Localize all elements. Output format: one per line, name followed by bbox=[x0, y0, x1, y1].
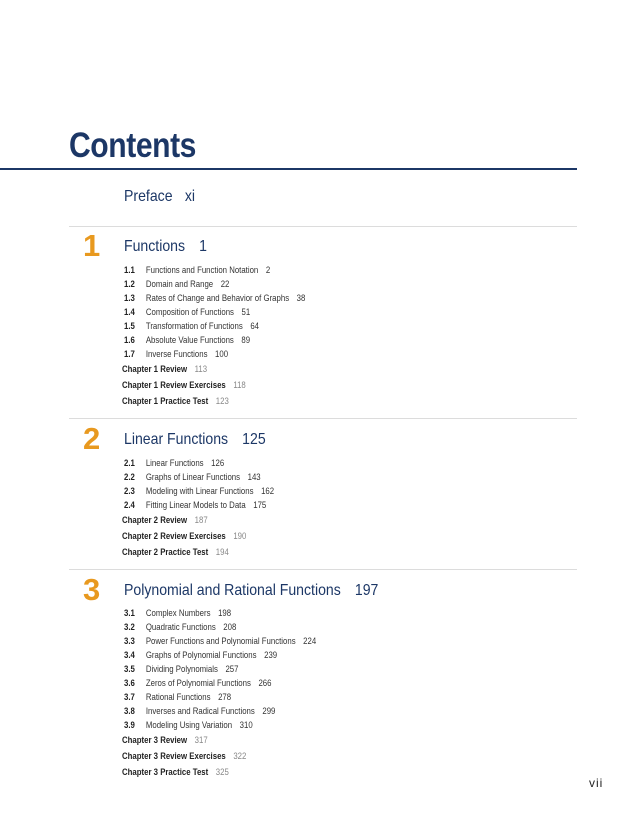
section-number: 2.1 bbox=[124, 458, 135, 468]
section-label: Fitting Linear Models to Data bbox=[145, 500, 246, 510]
section-page: 22 bbox=[220, 279, 230, 289]
section-page: 299 bbox=[262, 706, 276, 716]
review-label: Chapter 3 Review bbox=[122, 735, 188, 745]
section-label: Complex Numbers bbox=[145, 608, 211, 618]
section-number: 3.3 bbox=[124, 636, 135, 646]
review-label: Chapter 2 Review Exercises bbox=[122, 531, 226, 541]
review-entry[interactable] bbox=[122, 377, 305, 393]
section-page: 224 bbox=[303, 636, 317, 646]
section-entry[interactable] bbox=[124, 704, 316, 718]
section-entry[interactable] bbox=[124, 319, 305, 333]
section-page: 208 bbox=[223, 622, 237, 632]
section-number: 3.9 bbox=[124, 720, 135, 730]
review-page: 325 bbox=[215, 767, 229, 777]
section-label: Inverse Functions bbox=[145, 349, 208, 359]
section-number: 3.2 bbox=[124, 622, 135, 632]
section-number: 3.5 bbox=[124, 664, 135, 674]
section-label: Graphs of Linear Functions bbox=[145, 472, 241, 482]
section-label: Composition of Functions bbox=[145, 307, 234, 317]
chapter-title-text: Polynomial and Rational Functions bbox=[124, 582, 341, 599]
chapter-3-number: 3 bbox=[83, 572, 101, 607]
chapter-page: 125 bbox=[242, 431, 266, 448]
divider bbox=[69, 226, 577, 227]
review-label: Chapter 3 Practice Test bbox=[122, 767, 209, 777]
section-label: Rates of Change and Behavior of Graphs bbox=[145, 293, 290, 303]
section-label: Graphs of Polynomial Functions bbox=[145, 650, 257, 660]
section-page: 257 bbox=[225, 664, 239, 674]
section-page: 198 bbox=[218, 608, 232, 618]
chapter-2-title[interactable] bbox=[124, 430, 266, 450]
chapter-title-text: Functions bbox=[124, 238, 186, 255]
section-entry[interactable] bbox=[124, 606, 316, 620]
review-label: Chapter 1 Review bbox=[122, 364, 188, 374]
review-entry[interactable] bbox=[122, 512, 274, 528]
section-number: 2.2 bbox=[124, 472, 135, 482]
section-label: Rational Functions bbox=[145, 692, 211, 702]
review-entry[interactable] bbox=[122, 748, 316, 764]
section-label: Modeling with Linear Functions bbox=[145, 486, 254, 496]
section-page: 143 bbox=[247, 472, 261, 482]
section-number: 2.3 bbox=[124, 486, 135, 496]
section-label: Absolute Value Functions bbox=[145, 335, 234, 345]
section-entry[interactable] bbox=[124, 347, 305, 361]
preface-entry[interactable] bbox=[124, 188, 195, 206]
section-label: Functions and Function Notation bbox=[145, 265, 259, 275]
section-entry[interactable] bbox=[124, 291, 305, 305]
review-page: 187 bbox=[194, 515, 208, 525]
review-page: 322 bbox=[233, 751, 247, 761]
preface-label: Preface bbox=[124, 188, 173, 205]
section-number: 3.1 bbox=[124, 608, 135, 618]
review-entry[interactable] bbox=[122, 528, 274, 544]
section-number: 1.5 bbox=[124, 321, 135, 331]
chapter-page: 197 bbox=[354, 582, 379, 599]
section-page: 51 bbox=[241, 307, 251, 317]
section-page: 239 bbox=[264, 650, 278, 660]
section-number: 1.4 bbox=[124, 307, 135, 317]
section-entry[interactable] bbox=[124, 456, 274, 470]
section-entry[interactable] bbox=[124, 690, 316, 704]
section-page: 89 bbox=[241, 335, 251, 345]
section-entry[interactable] bbox=[124, 470, 274, 484]
section-entry[interactable] bbox=[124, 305, 305, 319]
section-number: 3.6 bbox=[124, 678, 135, 688]
section-entry[interactable] bbox=[124, 634, 316, 648]
section-page: 2 bbox=[265, 265, 271, 275]
section-page: 266 bbox=[258, 678, 272, 688]
section-label: Power Functions and Polynomial Functions bbox=[145, 636, 296, 646]
section-page: 278 bbox=[218, 692, 232, 702]
review-label: Chapter 2 Review bbox=[122, 515, 188, 525]
section-label: Domain and Range bbox=[145, 279, 214, 289]
section-label: Transformation of Functions bbox=[145, 321, 243, 331]
review-page: 118 bbox=[233, 380, 246, 390]
section-number: 1.1 bbox=[124, 265, 135, 275]
section-entry[interactable] bbox=[124, 620, 316, 634]
section-page: 175 bbox=[253, 500, 267, 510]
section-number: 1.6 bbox=[124, 335, 135, 345]
divider bbox=[69, 569, 577, 570]
review-entry[interactable] bbox=[122, 393, 305, 409]
page-number: vii bbox=[589, 776, 604, 790]
title-rule bbox=[0, 168, 577, 170]
review-entry[interactable] bbox=[122, 732, 316, 748]
chapter-3-title[interactable] bbox=[124, 581, 378, 601]
divider bbox=[69, 418, 577, 419]
chapter-1-title[interactable] bbox=[124, 237, 207, 257]
chapter-2-sections bbox=[124, 456, 303, 560]
section-entry[interactable] bbox=[124, 648, 316, 662]
section-label: Dividing Polynomials bbox=[145, 664, 218, 674]
review-page: 123 bbox=[215, 396, 229, 406]
section-entry[interactable] bbox=[124, 662, 316, 676]
chapter-title-text: Linear Functions bbox=[124, 431, 229, 448]
review-page: 190 bbox=[233, 531, 247, 541]
section-entry[interactable] bbox=[124, 718, 316, 732]
section-entry[interactable] bbox=[124, 676, 316, 690]
section-number: 1.2 bbox=[124, 279, 135, 289]
section-number: 1.7 bbox=[124, 349, 135, 359]
section-number: 1.3 bbox=[124, 293, 135, 303]
section-number: 2.4 bbox=[124, 500, 135, 510]
chapter-3-sections bbox=[124, 606, 353, 780]
section-page: 64 bbox=[250, 321, 260, 331]
section-page: 100 bbox=[215, 349, 229, 359]
section-entry[interactable] bbox=[124, 498, 274, 512]
section-page: 310 bbox=[239, 720, 253, 730]
section-label: Modeling Using Variation bbox=[145, 720, 233, 730]
section-entry[interactable] bbox=[124, 277, 305, 291]
chapter-page: 1 bbox=[199, 238, 207, 255]
section-entry[interactable] bbox=[124, 263, 305, 277]
section-entry[interactable] bbox=[124, 484, 274, 498]
review-entry[interactable] bbox=[122, 764, 316, 780]
section-number: 3.7 bbox=[124, 692, 135, 702]
review-label: Chapter 3 Review Exercises bbox=[122, 751, 226, 761]
review-page: 113 bbox=[194, 364, 208, 374]
section-label: Linear Functions bbox=[145, 458, 204, 468]
review-page: 194 bbox=[215, 547, 229, 557]
chapter-1-number: 1 bbox=[83, 228, 101, 263]
section-label: Quadratic Functions bbox=[145, 622, 216, 632]
chapter-2-number: 2 bbox=[83, 421, 101, 456]
section-page: 126 bbox=[211, 458, 225, 468]
review-label: Chapter 2 Practice Test bbox=[122, 547, 209, 557]
section-label: Zeros of Polynomial Functions bbox=[145, 678, 251, 688]
preface-page: xi bbox=[184, 188, 196, 205]
review-entry[interactable] bbox=[122, 361, 305, 377]
section-number: 3.4 bbox=[124, 650, 135, 660]
review-page: 317 bbox=[194, 735, 208, 745]
section-page: 38 bbox=[296, 293, 306, 303]
chapter-1-sections bbox=[124, 263, 340, 409]
review-label: Chapter 1 Practice Test bbox=[122, 396, 209, 406]
section-page: 162 bbox=[261, 486, 275, 496]
section-entry[interactable] bbox=[124, 333, 305, 347]
section-label: Inverses and Radical Functions bbox=[145, 706, 255, 716]
section-number: 3.8 bbox=[124, 706, 135, 716]
review-label: Chapter 1 Review Exercises bbox=[122, 380, 226, 390]
page-title: Contents bbox=[69, 126, 196, 165]
review-entry[interactable] bbox=[122, 544, 274, 560]
